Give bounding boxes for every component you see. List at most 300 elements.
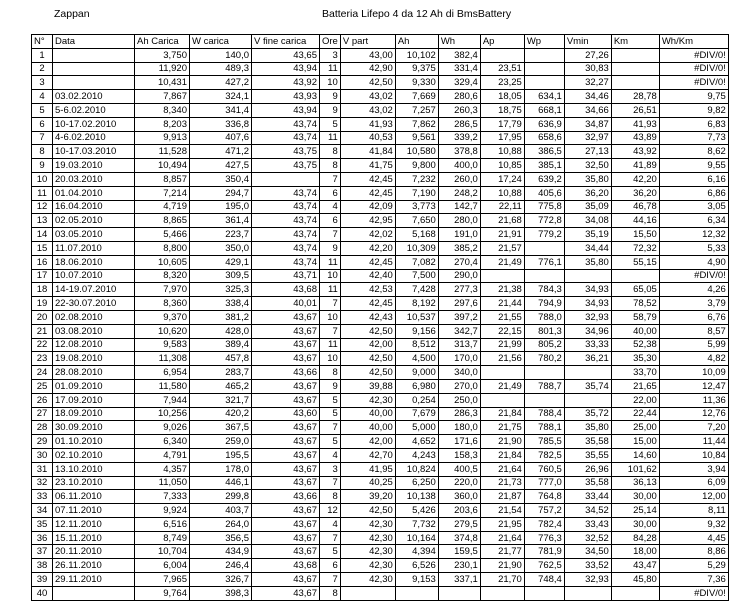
table-cell: 11,44 [659,435,728,449]
table-cell: 5 [320,393,341,407]
table-cell: 403,7 [190,504,252,518]
table-cell: 41,93 [611,117,659,131]
table-cell: 775,8 [524,200,564,214]
table-cell: 9,375 [395,62,438,76]
table-cell [395,586,438,600]
table-row [32,145,729,159]
table-cell: 7 [32,131,53,145]
table-row [32,366,729,380]
table-cell: 42,20 [340,241,395,255]
table-cell: 277,3 [438,283,480,297]
table-cell: 42,43 [340,310,395,324]
column-header: N° [32,35,53,49]
table-cell: 159,5 [438,545,480,559]
column-header: W carica [190,35,252,49]
table-cell: 10,537 [395,310,438,324]
table-cell: 4,243 [395,448,438,462]
table-cell: 21,90 [480,559,524,573]
table-cell: 35,58 [564,435,611,449]
table-cell: 782,5 [524,448,564,462]
table-cell: 195,0 [190,200,252,214]
table-cell: 4 [32,90,53,104]
table-cell: 43,74 [252,200,320,214]
table-cell: 489,3 [190,62,252,76]
table-cell: 230,1 [438,559,480,573]
table-cell: 18,00 [611,545,659,559]
table-cell: 457,8 [190,352,252,366]
table-cell: 4,394 [395,545,438,559]
table-cell: 46,78 [611,200,659,214]
table-cell: 788,0 [524,310,564,324]
table-cell: 43,89 [611,131,659,145]
table-cell: 158,3 [438,448,480,462]
table-cell: 340,0 [438,366,480,380]
table-cell: 6,34 [659,214,728,228]
table-cell: 43,66 [252,490,320,504]
table-cell: 42,02 [340,228,395,242]
table-cell: 427,2 [190,76,252,90]
table-cell: 6,954 [135,366,190,380]
table-cell: 338,4 [190,297,252,311]
table-cell: 42,90 [340,62,395,76]
column-header: Data [53,35,135,49]
table-cell: 40,25 [340,476,395,490]
table-cell: 35,80 [564,255,611,269]
table-cell: 33 [32,490,53,504]
table-cell: 23.10.2010 [53,476,135,490]
table-cell: 634,1 [524,90,564,104]
table-cell: 9 [320,90,341,104]
table-cell: 11 [320,338,341,352]
table-cell: 195,5 [190,448,252,462]
table-cell: 34,08 [564,214,611,228]
table-cell: 43,75 [252,159,320,173]
table-cell [53,76,135,90]
table-cell: 43,94 [252,103,320,117]
table-cell: 313,7 [438,338,480,352]
table-cell: 7,669 [395,90,438,104]
table-cell: 7,082 [395,255,438,269]
table-cell: 10,704 [135,545,190,559]
table-row [32,228,729,242]
table-cell: 22-30.07.2010 [53,297,135,311]
table-row [32,435,729,449]
table-cell: 446,1 [190,476,252,490]
table-cell: 35,80 [564,172,611,186]
table-cell: 22,00 [611,393,659,407]
table-cell: 386,5 [524,145,564,159]
table-cell: 294,7 [190,186,252,200]
table-cell: 27 [32,407,53,421]
table-cell: 4-6.02.2010 [53,131,135,145]
table-cell: 9,764 [135,586,190,600]
table-cell [480,393,524,407]
table-cell: 26.11.2010 [53,559,135,573]
table-cell: 658,6 [524,131,564,145]
table-cell: 43,66 [252,366,320,380]
table-cell: 43,67 [252,476,320,490]
table-cell: 246,4 [190,559,252,573]
table-cell: 43,92 [252,76,320,90]
table-cell: 777,0 [524,476,564,490]
table-cell: 34,44 [564,241,611,255]
table-cell: 12.11.2010 [53,517,135,531]
table-header-row [32,35,729,49]
table-cell: 21,84 [480,407,524,421]
table-cell: 342,7 [438,324,480,338]
table-cell: 43,67 [252,324,320,338]
table-cell: 805,2 [524,338,564,352]
table-row [32,186,729,200]
table-cell: 7,190 [395,186,438,200]
table-row [32,48,729,62]
table-cell: 8,749 [135,531,190,545]
table-cell: 7,36 [659,573,728,587]
table-cell: 780,2 [524,352,564,366]
table-cell: 8 [320,490,341,504]
table-row [32,200,729,214]
table-cell [438,586,480,600]
table-cell: 43,02 [340,103,395,117]
table-cell: 10,84 [659,448,728,462]
table-cell: 34,66 [564,103,611,117]
table-cell: 788,4 [524,407,564,421]
table-cell [564,393,611,407]
table-cell: 8,800 [135,241,190,255]
table-cell: 32,93 [564,310,611,324]
table-cell: 19 [32,297,53,311]
table-cell: 3,773 [395,200,438,214]
table-cell: 385,1 [524,159,564,173]
table-cell: 6 [320,214,341,228]
table-cell: 42,30 [340,559,395,573]
table-cell: 13 [32,214,53,228]
table-cell: 42,95 [340,214,395,228]
table-row [32,490,729,504]
table-cell: 8,86 [659,545,728,559]
table-cell: 11,580 [135,379,190,393]
table-cell: 26 [32,393,53,407]
table-cell: 11 [320,283,341,297]
table-row [32,90,729,104]
table-row [32,103,729,117]
table-cell: 10 [320,310,341,324]
table-cell: 3,94 [659,462,728,476]
table-cell: 33,70 [611,366,659,380]
table-cell: 42,40 [340,269,395,283]
table-cell: 18.09.2010 [53,407,135,421]
table-cell: 5 [320,435,341,449]
table-cell: 18.06.2010 [53,255,135,269]
table-cell: 8,11 [659,504,728,518]
table-cell: 40 [32,586,53,600]
table-cell: 8,360 [135,297,190,311]
table-cell: 19.08.2010 [53,352,135,366]
table-cell: 7 [320,172,341,186]
table-cell: 4,45 [659,531,728,545]
table-cell: 15.11.2010 [53,531,135,545]
table-cell: 30.09.2010 [53,421,135,435]
table-cell: 44,16 [611,214,659,228]
table-cell: 42,30 [340,517,395,531]
table-cell: 9 [32,159,53,173]
table-cell: 17.09.2010 [53,393,135,407]
table-cell: 760,5 [524,462,564,476]
table-cell: 21,49 [480,255,524,269]
table-cell: 35,74 [564,379,611,393]
table-cell: 5 [320,545,341,559]
table-cell: 03.05.2010 [53,228,135,242]
table-cell: 21,84 [480,448,524,462]
table-cell: 10 [320,76,341,90]
table-cell: 764,8 [524,490,564,504]
table-cell: 34,93 [564,283,611,297]
table-cell: 21,57 [480,241,524,255]
table-cell: 02.05.2010 [53,214,135,228]
table-cell: 7,257 [395,103,438,117]
table-cell: 21,87 [480,490,524,504]
table-row [32,76,729,90]
table-cell: 397,2 [438,310,480,324]
column-header: Ah [395,35,438,49]
table-cell: 21,56 [480,352,524,366]
table-cell: 10,09 [659,366,728,380]
table-cell: 21,99 [480,338,524,352]
table-cell: 356,5 [190,531,252,545]
table-cell: 9,32 [659,517,728,531]
table-cell: 21,73 [480,476,524,490]
table-cell: 41,84 [340,145,395,159]
table-cell: 15,50 [611,228,659,242]
table-cell: 35,09 [564,200,611,214]
table-cell: 10,309 [395,241,438,255]
table-cell: 07.11.2010 [53,504,135,518]
table-cell: 18 [32,283,53,297]
table-cell: 279,5 [438,517,480,531]
table-cell: 270,4 [438,255,480,269]
table-cell: 33,33 [564,338,611,352]
table-cell: 429,1 [190,255,252,269]
table-cell: 03.02.2010 [53,90,135,104]
table-cell: 420,2 [190,407,252,421]
table-cell: 42,70 [340,448,395,462]
table-cell: 10,88 [480,145,524,159]
table-cell: 4 [320,517,341,531]
table-row [32,462,729,476]
table-cell: 6,250 [395,476,438,490]
table-cell: 19.03.2010 [53,159,135,173]
table-cell: 398,3 [190,586,252,600]
table-cell: 35,30 [611,352,659,366]
table-cell: 6,16 [659,172,728,186]
table-cell: 326,7 [190,573,252,587]
table-cell: 7 [320,297,341,311]
table-cell: 02.10.2010 [53,448,135,462]
table-row [32,324,729,338]
table-cell [524,241,564,255]
table-row [32,283,729,297]
table-cell: 40,53 [340,131,395,145]
table-cell: 01.10.2010 [53,435,135,449]
table-cell: 43,94 [252,62,320,76]
table-cell: 4,652 [395,435,438,449]
table-cell: 5 [32,103,53,117]
table-cell [524,586,564,600]
table-cell: 367,5 [190,421,252,435]
table-cell: 337,1 [438,573,480,587]
table-cell: 788,1 [524,421,564,435]
table-cell: 10 [320,352,341,366]
table-cell: 7 [320,573,341,587]
table-cell: 33,52 [564,559,611,573]
table-cell: 17,79 [480,117,524,131]
table-cell: 52,38 [611,338,659,352]
table-cell [480,48,524,62]
table-cell: 42,45 [340,172,395,186]
table-cell: 32,50 [564,159,611,173]
table-cell: 762,5 [524,559,564,573]
table-cell: 11 [320,255,341,269]
table-cell: 34,52 [564,504,611,518]
table-cell: 30,00 [611,517,659,531]
table-cell: 43,68 [252,283,320,297]
table-row [32,117,729,131]
table-cell: 12 [32,200,53,214]
table-cell: 11 [320,62,341,76]
table-row [32,131,729,145]
table-cell: 788,7 [524,379,564,393]
table-cell: 21 [32,324,53,338]
table-cell: 34,96 [564,324,611,338]
table-cell: 28.08.2010 [53,366,135,380]
table-cell: 350,4 [190,172,252,186]
table-cell: 42,30 [340,545,395,559]
table-cell: 378,8 [438,145,480,159]
table-cell: 9,561 [395,131,438,145]
table-cell: 772,8 [524,214,564,228]
table-cell: 11 [32,186,53,200]
table-cell: 21,55 [480,310,524,324]
table-row [32,421,729,435]
table-cell: 16 [32,255,53,269]
table-cell [480,366,524,380]
table-cell: 6,004 [135,559,190,573]
table-cell: 6 [320,559,341,573]
table-cell: 361,4 [190,214,252,228]
table-cell: 25,14 [611,504,659,518]
table-cell [524,366,564,380]
table-cell: 36,21 [564,352,611,366]
table-cell [524,269,564,283]
table-cell: 9,75 [659,90,728,104]
table-cell: 5,168 [395,228,438,242]
table-cell: 21,54 [480,504,524,518]
table-cell: 36,20 [611,186,659,200]
table-cell: 55,15 [611,255,659,269]
table-cell: 13.10.2010 [53,462,135,476]
table-cell: 10,164 [395,531,438,545]
table-cell: 286,5 [438,117,480,131]
table-cell: 06.11.2010 [53,490,135,504]
table-cell: 21,90 [480,435,524,449]
table-cell: 779,2 [524,228,564,242]
column-header: Wp [524,35,564,49]
table-cell: 16.04.2010 [53,200,135,214]
table-cell: 21,38 [480,283,524,297]
table-cell: 407,6 [190,131,252,145]
table-cell: 14 [32,228,53,242]
table-cell: 03.08.2010 [53,324,135,338]
table-cell: 9,026 [135,421,190,435]
table-cell: 7,428 [395,283,438,297]
table-cell: 43,74 [252,228,320,242]
table-cell: 42,30 [340,393,395,407]
table-cell: 782,4 [524,517,564,531]
table-cell: 7,232 [395,172,438,186]
table-cell: 41,89 [611,159,659,173]
table-cell: 8 [320,145,341,159]
table-cell: 43,74 [252,255,320,269]
table-cell [611,62,659,76]
table-cell: 180,0 [438,421,480,435]
table-cell: 15,00 [611,435,659,449]
table-cell: 32,97 [564,131,611,145]
table-cell: 220,0 [438,476,480,490]
table-cell: 405,6 [524,186,564,200]
table-cell: 39 [32,573,53,587]
table-cell [524,393,564,407]
column-header: Ore [320,35,341,49]
table-cell: 6,83 [659,117,728,131]
table-cell: 140,0 [190,48,252,62]
table-cell: 23 [32,352,53,366]
table-cell: 4,719 [135,200,190,214]
table-cell: 465,2 [190,379,252,393]
table-cell: 40,00 [340,407,395,421]
table-cell: 9 [320,379,341,393]
table-cell: 21,75 [480,421,524,435]
table-cell: 28 [32,421,53,435]
table-cell: 26,96 [564,462,611,476]
table-cell: 39,20 [340,490,395,504]
table-cell: 203,6 [438,504,480,518]
column-header: V fine carica [252,35,320,49]
table-cell: 170,0 [438,352,480,366]
table-cell: 22,11 [480,200,524,214]
table-cell: 40,00 [340,421,395,435]
table-cell: 43,74 [252,214,320,228]
table-cell: 9,153 [395,573,438,587]
table-row [32,407,729,421]
table-cell: 33,44 [564,490,611,504]
table-cell: 8,857 [135,172,190,186]
table-cell: 381,2 [190,310,252,324]
table-cell: 3 [320,462,341,476]
table-cell: 748,4 [524,573,564,587]
table-cell: 400,5 [438,462,480,476]
table-cell: 42,50 [340,504,395,518]
table-cell: 22,44 [611,407,659,421]
table-cell: 8,62 [659,145,728,159]
table-cell: #DIV/0! [659,62,728,76]
table-cell: 12 [320,504,341,518]
table-cell: 32 [32,476,53,490]
table-cell: 01.04.2010 [53,186,135,200]
table-cell: 6,340 [135,435,190,449]
table-cell: 8,203 [135,117,190,131]
table-cell: 270,0 [438,379,480,393]
table-cell: 11,050 [135,476,190,490]
